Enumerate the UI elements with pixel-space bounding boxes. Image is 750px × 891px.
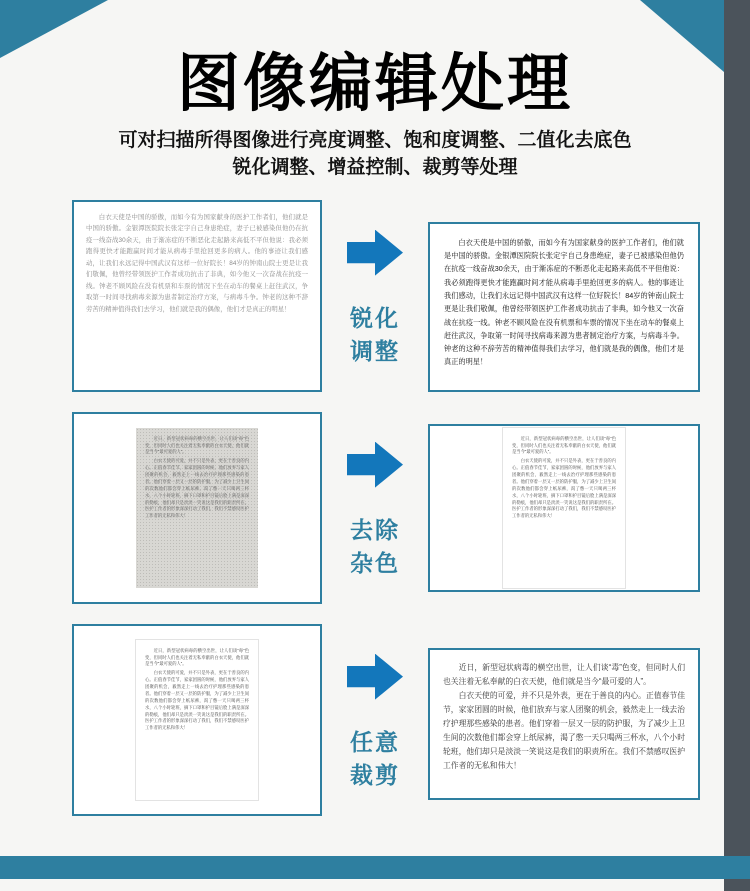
scanned-page-full: [136, 640, 258, 800]
after-image-frame: [428, 648, 700, 800]
before-image-frame: [72, 624, 322, 816]
transform-indicator: [322, 624, 428, 793]
comparison-rows: [0, 200, 750, 816]
document-text-sharp: [430, 224, 698, 390]
document-paragraph: 白衣天使的可爱，并不只是外表，更在于善良的内心。正值春节佳节，家家团圆的时候，他们放弃与家人团聚的机会，毅然走上一线去治疗护理那些感染的患者。他们穿着一层又一层的防护服，为了减少上卫生间的次数他们都会穿上纸尿裤，渴了憋一天只喝两三杯水，八个小时轮班，摘下口罩和护目镜后脸上满是深深的勒痕，他们却只是淡淡一笑说这是我们的职责所在。医护工作者的形象深深打动了我们，我们不禁感叹医护工作者的无私和伟大！: [145, 458, 249, 519]
comparison-row-sharpen: [72, 200, 750, 392]
after-image-frame: [428, 222, 700, 392]
bottom-accent-bar: [0, 856, 750, 879]
corner-triangle-top-left: [0, 0, 108, 58]
subtitle: [0, 128, 750, 181]
step-label-line: 锐化: [350, 304, 400, 331]
comparison-row-denoise: [72, 412, 750, 604]
step-label-line: 去除: [350, 516, 400, 543]
document-paragraph: 白衣天使是中国的骄傲，而如今有为国家献身的医护工作者们，他们就是中国的骄傲。金银潭医院院长张定宇自己身患绝症，妻子已被感染但他仍在抗疫一线奋战30余天，由于渐冻症的不断恶化走起路来高低不平但他说：我必须跑得更快才能跑赢时间才能从病毒手里抢回更多的病人。他的事迹让我们感动，让我们永远记得中国武汉有这样一位好院长！84岁的钟南山院士更是让我们敬佩，他曾经带领医护工作者成功抗击了非典，如今他又一次奋战在抗疫一线。钟老不顾风险在没有机票和车票的情况下坐在动车的餐桌上赶往武汉，争取第一时间寻找病毒来源为患者制定治疗方案，与病毒斗争。钟老的这种不辞劳苦的精神值得我们去学习，他们就是我的偶像，他们才是真正的明星！: [86, 213, 308, 313]
step-label-line: 任意: [350, 728, 400, 755]
step-label-crop: [350, 726, 400, 793]
document-paragraph: 白衣天使的可爱，并不只是外表，更在于善良的内心。正值春节佳节，家家团圆的时候，他们放弃与家人团聚的机会，毅然走上一线去治疗护理那些感染的患者。他们穿着一层又一层的防护服，为了减少上卫生间的次数他们都会穿上纸尿裤，渴了憋一天只喝两三杯水，八个小时轮班，他们却只是淡淡一笑说这是我们的职责所在。我们不禁感叹医护工作者的无私和伟大！: [443, 690, 685, 770]
step-label-denoise: [350, 514, 400, 581]
subtitle-line-1: 可对扫描所得图像进行亮度调整、饱和度调整、二值化去底色: [118, 130, 632, 152]
comparison-row-crop: [72, 624, 750, 816]
document-paragraph: 白衣天使的可爱，并不只是外表，更在于善良的内心。正值春节佳节，家家团圆的时候，他们放弃与家人团聚的机会，毅然走上一线去治疗护理那些感染的患者。他们穿着一层又一层的防护服，为了减少上卫生间的次数他们都会穿上纸尿裤，渴了憋一天只喝两三杯水，八个小时轮班，摘下口罩和护目镜后脸上满是深深的勒痕，他们却只是淡淡一笑说这是我们的职责所在。医护工作者的形象深深打动了我们，我们不禁感叹医护工作者的无私和伟大！: [512, 458, 616, 519]
document-text-cropped: [430, 650, 698, 798]
transform-indicator: [322, 200, 428, 369]
arrow-right-icon: [347, 230, 403, 276]
document-text-blurry: [74, 202, 320, 390]
before-image-frame: [72, 412, 322, 604]
arrow-right-icon: [347, 654, 403, 700]
subtitle-line-2: 锐化调整、增益控制、裁剪等处理: [232, 157, 518, 179]
step-label-sharpen: [350, 302, 400, 369]
transform-indicator: [322, 412, 428, 581]
document-paragraph: 近日，新型冠状病毒的横空出世，让人们谈“毒”色变，但同时人们也关注着无私奉献的白衣天使，他们就是当今“最可爱的人”。: [145, 647, 249, 667]
document-paragraph: 近日，新型冠状病毒的横空出世，让人们谈“毒”色变，但同时人们也关注着无私奉献的白衣天使，他们就是当今“最可爱的人”。: [443, 662, 685, 686]
corner-triangle-top-right: [640, 0, 724, 72]
right-edge-bar: [724, 0, 750, 891]
document-paragraph: 近日，新型冠状病毒的横空出世，让人们谈“毒”色变，但同时人们也关注着无私奉献的白衣天使，他们就是当今“最可爱的人”。: [145, 435, 249, 455]
step-label-line: 裁剪: [350, 761, 400, 788]
document-paragraph: 近日，新型冠状病毒的横空出世，让人们谈“毒”色变，但同时人们也关注着无私奉献的白衣天使，他们就是当今“最可爱的人”。: [512, 435, 616, 455]
document-paragraph: 白衣天使是中国的骄傲，而如今有为国家献身的医护工作者们，他们就是中国的骄傲。金银潭医院院长张定宇自己身患绝症，妻子已被感染但他仍在抗疫一线奋战30余天，由于渐冻症的不断恶化走起路来高低不平但他说：我必须跑得更快才能跑赢时间才能从病毒手里抢回更多的病人。他的事迹让我们感动，让我们永远记得中国武汉有这样一位好院长！84岁的钟南山院士更是让我们敬佩，他曾经带领医护工作者成功抗击了非典，如今他又一次奋战在抗疫一线。钟老不顾风险在没有机票和车票的情况下坐在动车的餐桌上赶往武汉，争取第一时间寻找病毒来源为患者制定治疗方案，与病毒斗争。钟老的这种不辞劳苦的精神值得我们去学习，他们就是我的偶像，他们才是真正的明星！: [444, 237, 684, 367]
document-paragraph: 白衣天使的可爱，并不只是外表，更在于善良的内心。正值春节佳节，家家团圆的时候，他们放弃与家人团聚的机会，毅然走上一线去治疗护理那些感染的患者。他们穿着一层又一层的防护服，为了减少上卫生间的次数他们都会穿上纸尿裤，渴了憋一天只喝两三杯水，八个小时轮班，摘下口罩和护目镜后脸上满是深深的勒痕，他们却只是淡淡一笑说这是我们的职责所在。医护工作者的形象深深打动了我们，我们不禁感叹医护工作者的无私和伟大！: [145, 670, 249, 731]
scanned-page-clean: [503, 428, 625, 588]
page-title: 图像编辑处理: [177, 49, 573, 119]
before-image-frame: [72, 200, 322, 392]
scanned-page-noisy: [136, 428, 258, 588]
after-image-frame: [428, 424, 700, 592]
step-label-line: 调整: [350, 337, 400, 364]
arrow-right-icon: [347, 442, 403, 488]
step-label-line: 杂色: [350, 549, 400, 576]
